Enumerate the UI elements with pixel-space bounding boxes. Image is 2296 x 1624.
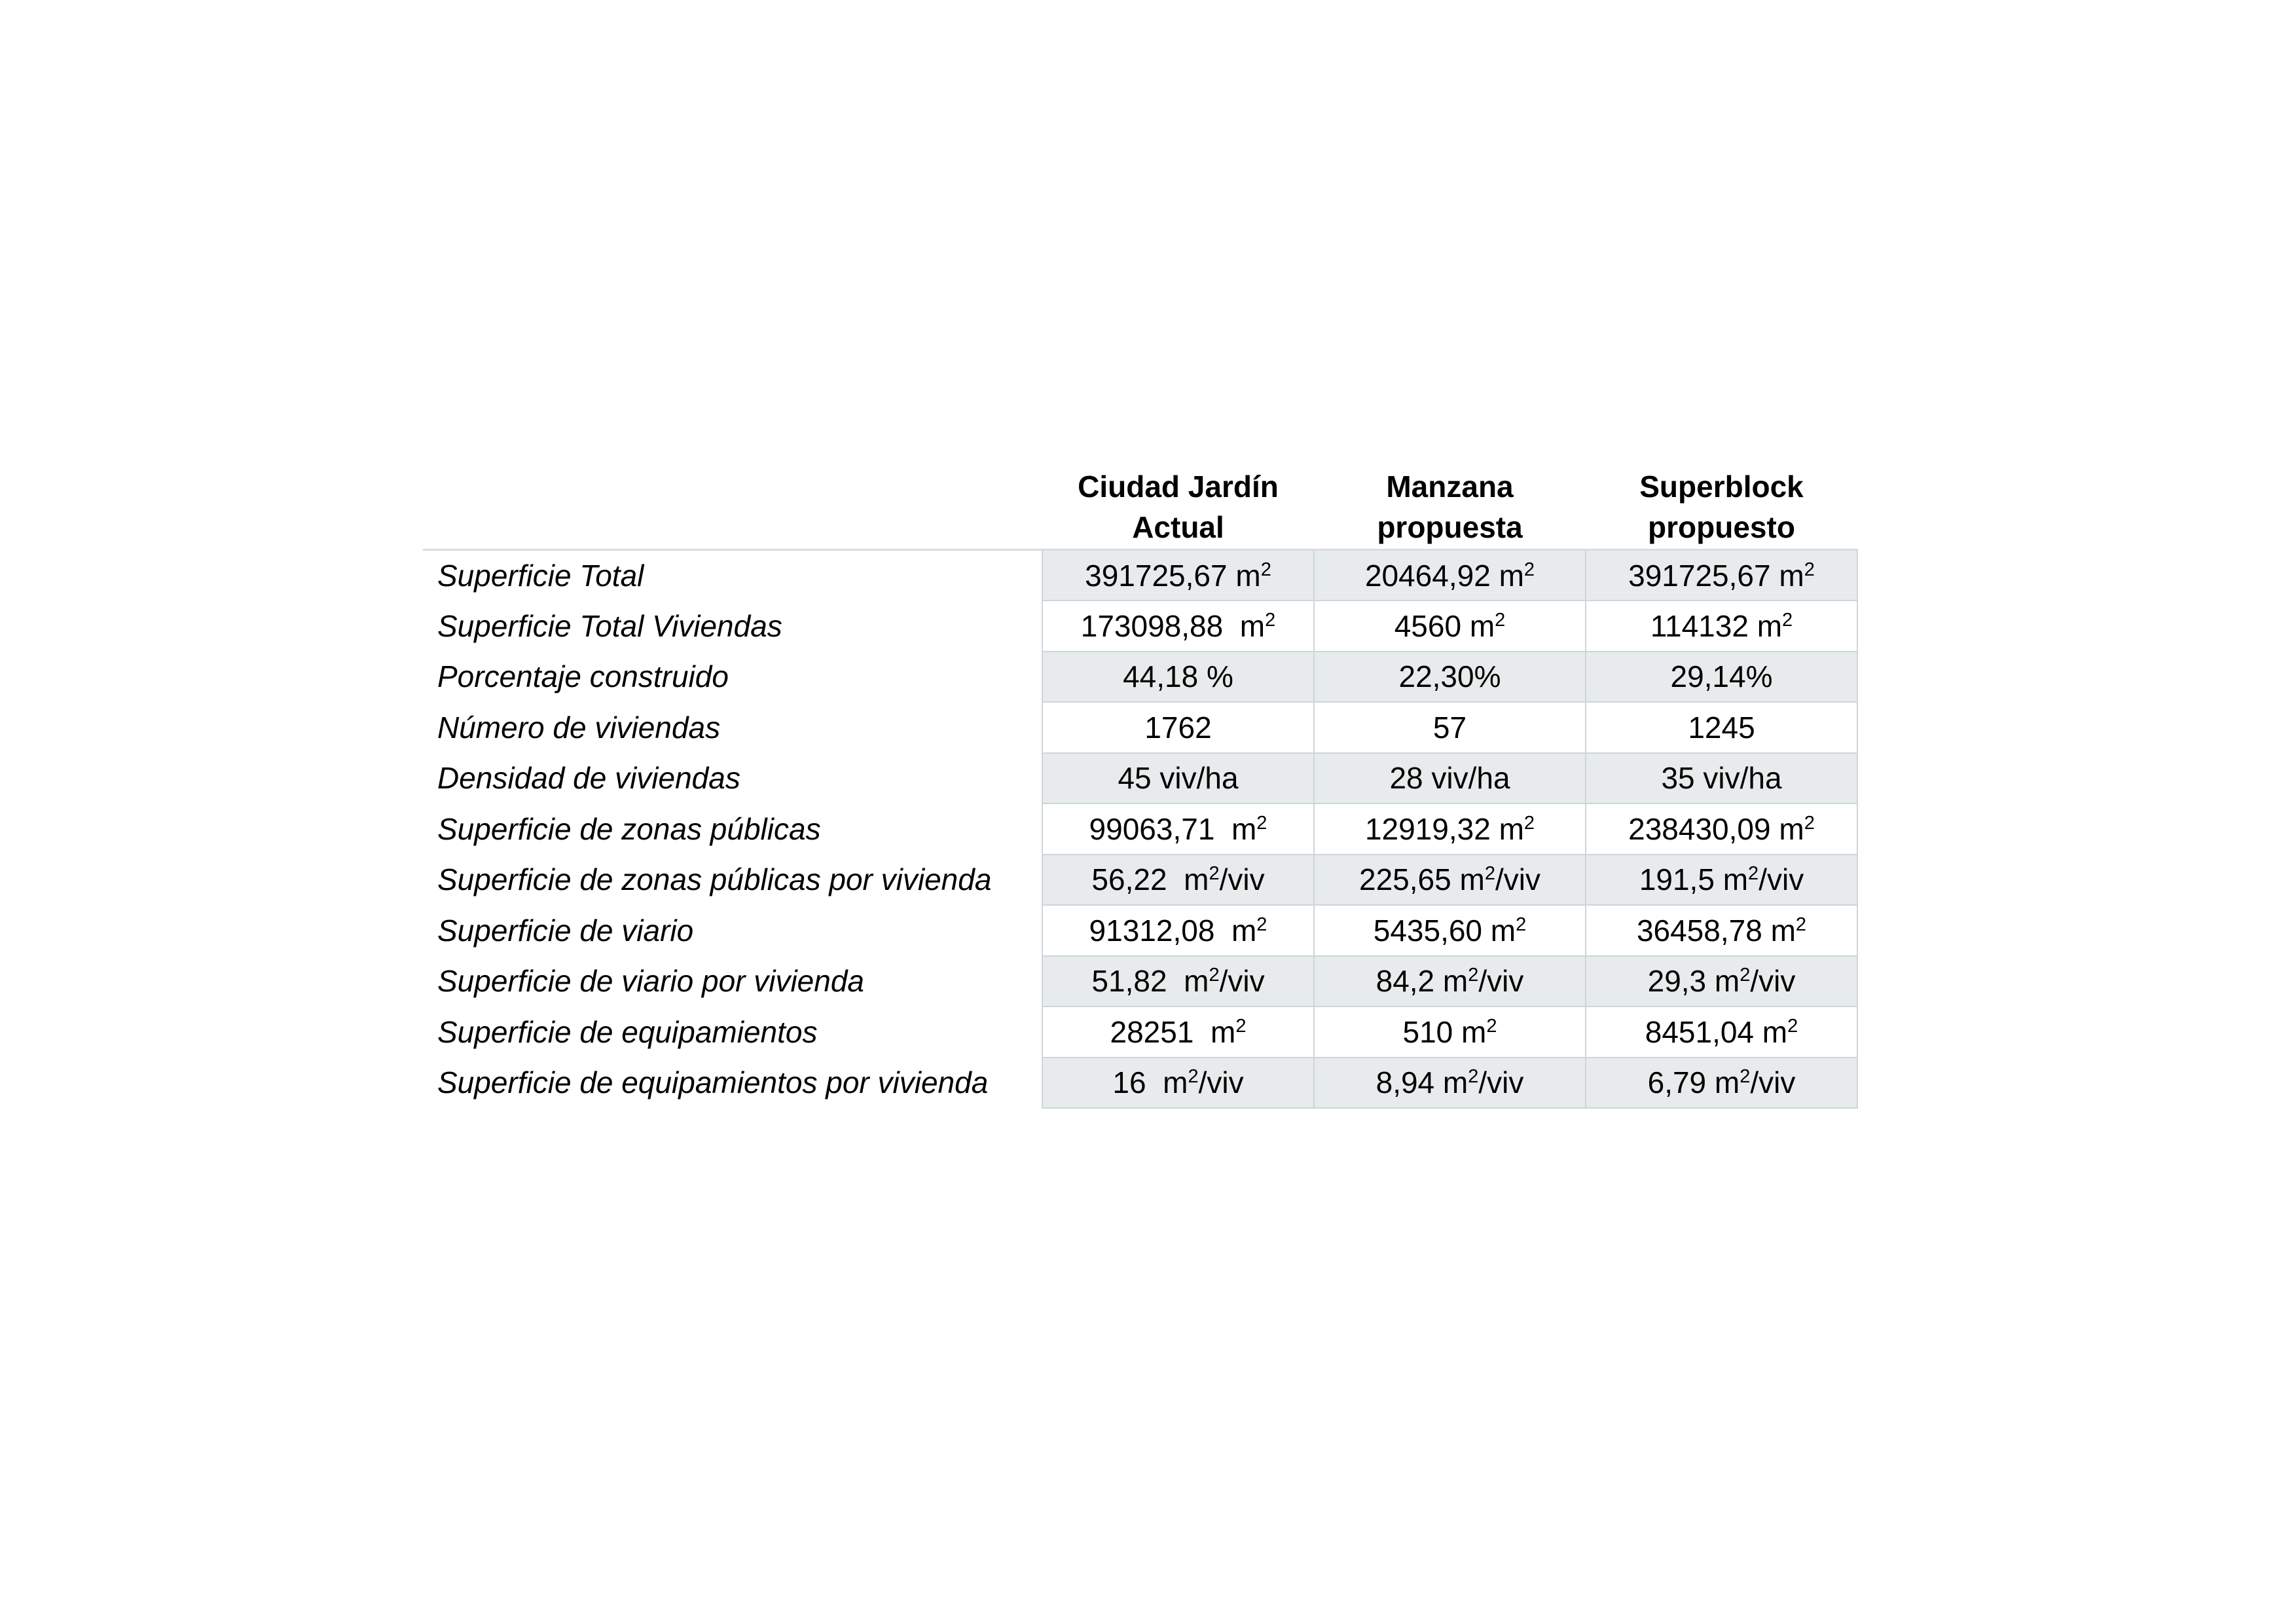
cell-value: 1245 (1688, 710, 1755, 745)
row-label: Superficie de equipamientos (437, 1014, 818, 1049)
unit-base: m (1770, 913, 1796, 948)
cell-number: 51,82 (1091, 964, 1184, 999)
unit-suffix: /viv (1750, 1065, 1796, 1100)
unit-base: m (1442, 964, 1468, 999)
value-cell-superblock (1586, 956, 1857, 1007)
unit-exponent: 2 (1468, 965, 1479, 986)
cell-value-with-unit (1374, 913, 1527, 948)
cell-value-with-unit (1648, 964, 1796, 998)
cell-value-with-unit (1394, 609, 1506, 643)
cell-number: 191,5 (1639, 862, 1723, 897)
unit-exponent: 2 (1495, 609, 1506, 631)
unit-base: m (1442, 1065, 1468, 1100)
cell-value-with-unit (1628, 812, 1815, 846)
value-cell-ciudad-jardin (1042, 803, 1314, 855)
unit-base: m (1239, 608, 1266, 643)
header-blank-cell (423, 466, 1042, 550)
cell-number: 114132 (1650, 608, 1757, 643)
cell-value-with-unit (1645, 1015, 1798, 1049)
table-row (423, 702, 1857, 753)
cell-number: 510 (1402, 1014, 1462, 1049)
unit-exponent: 2 (1265, 609, 1276, 631)
table-row (423, 600, 1857, 652)
unit-base: m (1459, 862, 1485, 897)
value-cell-ciudad-jardin (1042, 956, 1314, 1007)
row-label: Superficie de zonas públicas (437, 811, 821, 846)
row-label: Superficie de viario por vivienda (437, 964, 865, 999)
value-cell-superblock (1586, 702, 1857, 753)
value-cell-manzana (1314, 905, 1586, 956)
cell-value-with-unit (1089, 812, 1267, 846)
value-cell-superblock (1586, 855, 1857, 906)
unit-exponent: 2 (1740, 1066, 1751, 1088)
value-cell-superblock (1586, 1058, 1857, 1109)
value-cell-ciudad-jardin (1042, 855, 1314, 906)
table-row (423, 905, 1857, 956)
unit-base: m (1231, 811, 1257, 846)
cell-value-with-unit (1081, 609, 1275, 643)
unit-base: m (1757, 608, 1783, 643)
unit-exponent: 2 (1484, 863, 1495, 885)
unit-suffix: /viv (1478, 964, 1524, 999)
value-cell-manzana (1314, 550, 1586, 601)
cell-value: 35 viv/ha (1661, 761, 1782, 796)
comparison-table (423, 466, 1858, 1109)
cell-value-with-unit (1628, 559, 1815, 593)
cell-number: 84,2 (1376, 964, 1443, 999)
value-cell-manzana (1314, 1006, 1586, 1058)
value-cell-manzana (1314, 956, 1586, 1007)
unit-exponent: 2 (1468, 1066, 1479, 1088)
table-row (423, 956, 1857, 1007)
unit-base: m (1722, 862, 1749, 897)
unit-base: m (1779, 811, 1804, 846)
unit-exponent: 2 (1209, 965, 1220, 986)
unit-exponent: 2 (1748, 863, 1759, 885)
cell-number: 20464,92 (1364, 558, 1499, 593)
cell-number: 29,3 (1647, 964, 1715, 999)
row-label: Porcentaje construido (437, 659, 729, 694)
table-row (423, 803, 1857, 855)
unit-exponent: 2 (1740, 965, 1751, 986)
value-cell-superblock (1586, 600, 1857, 652)
value-cell-superblock (1586, 1006, 1857, 1058)
cell-value-with-unit (1639, 862, 1804, 896)
unit-exponent: 2 (1795, 913, 1807, 935)
row-label: Superficie de zonas públicas por vivienda (437, 862, 992, 897)
unit-base: m (1231, 913, 1257, 948)
row-label: Superficie de viario (437, 913, 694, 948)
cell-value: 28 viv/ha (1389, 761, 1510, 796)
unit-exponent: 2 (1516, 913, 1527, 935)
unit-base: m (1762, 1014, 1788, 1049)
value-cell-manzana (1314, 600, 1586, 652)
value-cell-manzana (1314, 702, 1586, 753)
cell-value-with-unit (1091, 862, 1264, 896)
row-label: Superficie de equipamientos por vivienda (437, 1065, 989, 1100)
row-label: Superficie Total Viviendas (437, 608, 782, 643)
unit-base: m (1211, 1014, 1236, 1049)
unit-exponent: 2 (1235, 1015, 1247, 1037)
column-header-ciudad-jardin: Ciudad Jardín Actual (1042, 466, 1314, 550)
value-cell-manzana (1314, 855, 1586, 906)
value-cell-ciudad-jardin (1042, 905, 1314, 956)
cell-number: 99063,71 (1089, 811, 1231, 846)
cell-value-with-unit (1637, 913, 1806, 948)
cell-number: 391725,67 (1628, 558, 1779, 593)
cell-number: 225,65 (1359, 862, 1460, 897)
table-row (423, 1006, 1857, 1058)
value-cell-superblock (1586, 905, 1857, 956)
cell-number: 56,22 (1091, 862, 1184, 897)
cell-number: 16 (1112, 1065, 1163, 1100)
value-cell-manzana (1314, 803, 1586, 855)
cell-value-with-unit (1365, 812, 1535, 846)
unit-exponent: 2 (1804, 559, 1815, 580)
unit-suffix: /viv (1219, 862, 1265, 897)
cell-value: 45 viv/ha (1118, 761, 1239, 796)
unit-suffix: /viv (1495, 862, 1540, 897)
table-row (423, 1058, 1857, 1109)
cell-value: 57 (1432, 710, 1467, 745)
unit-exponent: 2 (1256, 913, 1267, 935)
unit-exponent: 2 (1486, 1015, 1497, 1037)
unit-exponent: 2 (1523, 559, 1535, 580)
unit-exponent: 2 (1523, 812, 1535, 834)
value-cell-superblock (1586, 753, 1857, 804)
cell-number: 391725,67 (1085, 558, 1236, 593)
unit-suffix: /viv (1478, 1065, 1524, 1100)
value-cell-manzana (1314, 652, 1586, 703)
cell-value-with-unit (1365, 559, 1535, 593)
unit-suffix: /viv (1219, 964, 1265, 999)
value-cell-ciudad-jardin (1042, 1006, 1314, 1058)
unit-base: m (1499, 558, 1524, 593)
unit-exponent: 2 (1782, 609, 1793, 631)
unit-suffix: /viv (1758, 862, 1804, 897)
unit-exponent: 2 (1260, 559, 1271, 580)
value-cell-ciudad-jardin (1042, 702, 1314, 753)
table-row (423, 855, 1857, 906)
cell-number: 6,79 (1647, 1065, 1715, 1100)
value-cell-ciudad-jardin (1042, 652, 1314, 703)
value-cell-superblock (1586, 803, 1857, 855)
cell-number: 12919,32 (1364, 811, 1499, 846)
cell-value-with-unit (1648, 1065, 1796, 1099)
cell-number: 28251 (1110, 1014, 1211, 1049)
cell-number: 36458,78 (1636, 913, 1771, 948)
table-row (423, 753, 1857, 804)
cell-value-with-unit (1376, 1065, 1524, 1099)
cell-value: 29,14% (1670, 659, 1773, 694)
table-row (423, 550, 1857, 601)
value-cell-ciudad-jardin (1042, 753, 1314, 804)
unit-base: m (1469, 608, 1495, 643)
unit-base: m (1499, 811, 1524, 846)
cell-value: 44,18 % (1123, 659, 1233, 694)
column-header-superblock: Superblock propuesto (1586, 466, 1857, 550)
cell-value: 1762 (1144, 710, 1212, 745)
unit-suffix: /viv (1750, 964, 1796, 999)
value-cell-ciudad-jardin (1042, 1058, 1314, 1109)
value-cell-superblock (1586, 652, 1857, 703)
cell-value-with-unit (1091, 964, 1264, 998)
value-cell-ciudad-jardin (1042, 600, 1314, 652)
cell-number: 5435,60 (1373, 913, 1491, 948)
row-label: Densidad de viviendas (437, 761, 740, 796)
unit-exponent: 2 (1804, 812, 1815, 834)
comparison-table-container (423, 466, 1863, 1109)
cell-value-with-unit (1110, 1015, 1247, 1049)
cell-value-with-unit (1650, 609, 1793, 643)
cell-number: 4560 (1394, 608, 1470, 643)
cell-value-with-unit (1089, 913, 1267, 948)
unit-suffix: /viv (1198, 1065, 1244, 1100)
unit-base: m (1461, 1014, 1487, 1049)
unit-base: m (1490, 913, 1516, 948)
unit-base: m (1163, 1065, 1188, 1100)
unit-base: m (1714, 1065, 1740, 1100)
cell-number: 173098,88 (1080, 608, 1240, 643)
unit-exponent: 2 (1209, 863, 1220, 885)
column-header-manzana: Manzana propuesta (1314, 466, 1586, 550)
value-cell-manzana (1314, 753, 1586, 804)
unit-exponent: 2 (1188, 1066, 1199, 1088)
unit-base: m (1184, 964, 1209, 999)
value-cell-superblock (1586, 550, 1857, 601)
unit-base: m (1714, 964, 1740, 999)
cell-value-with-unit (1085, 559, 1271, 593)
cell-value-with-unit (1112, 1065, 1243, 1099)
cell-value-with-unit (1376, 964, 1524, 998)
header-row (423, 466, 1857, 550)
cell-value: 22,30% (1398, 659, 1501, 694)
table-row (423, 652, 1857, 703)
cell-number: 8,94 (1376, 1065, 1443, 1100)
unit-exponent: 2 (1256, 812, 1267, 834)
value-cell-manzana (1314, 1058, 1586, 1109)
table-body (423, 550, 1857, 1109)
value-cell-ciudad-jardin (1042, 550, 1314, 601)
row-label: Número de viviendas (437, 710, 721, 745)
cell-number: 238430,09 (1628, 811, 1779, 846)
cell-number: 91312,08 (1089, 913, 1231, 948)
cell-number: 8451,04 (1645, 1014, 1762, 1049)
unit-base: m (1779, 558, 1804, 593)
unit-base: m (1235, 558, 1261, 593)
cell-value-with-unit (1359, 862, 1540, 896)
row-label: Superficie Total (437, 559, 644, 593)
unit-exponent: 2 (1787, 1015, 1798, 1037)
unit-base: m (1184, 862, 1209, 897)
cell-value-with-unit (1403, 1015, 1497, 1049)
